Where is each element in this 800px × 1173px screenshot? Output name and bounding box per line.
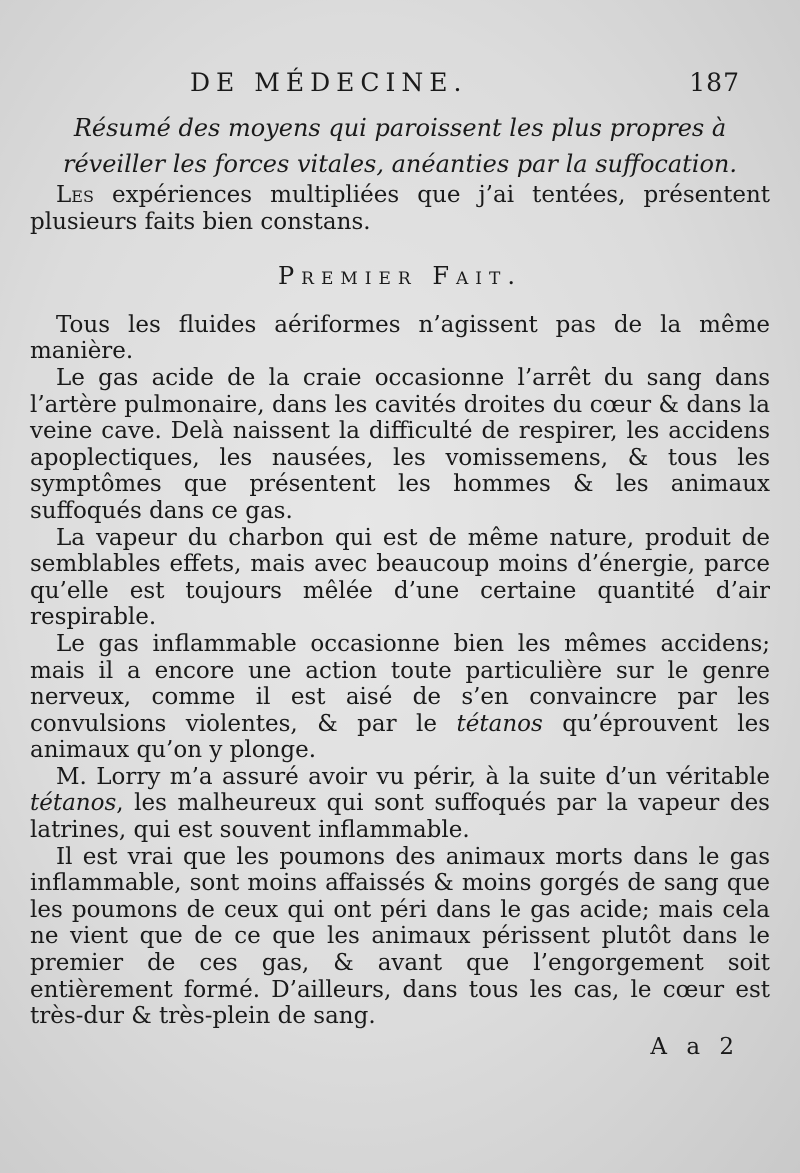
paragraph-3: La vapeur du charbon qui est de même nature, produit de semblables effets, mais avec beaucoup moins d’énergie, parce qu’elle est toujours mêlée d’une certaine quantité d’air respirable. — [30, 524, 770, 631]
paragraph-6: Il est vrai que les poumons des animaux morts dans le gas inflammable, sont moins affaissés & moins gorgés de sang que les poumons de ceux qui ont péri dans le gas acide; mais cela ne vient que de ce que les animaux périssent plutôt dans le premier de ces gas, & avant que l’engorgement soit entièrement formé. D’ailleurs, dans tous les cas, le cœur est très-dur & très-plein de sang. — [30, 843, 770, 1030]
intro-paragraph — [30, 182, 770, 235]
paragraph-2: Le gas acide de la craie occasionne l’arrêt du sang dans l’artère pulmonaire, dans les cavités droites du cœur & dans la veine cave. Delà naissent la difficulté de respirer, les accidens apoplectiques, les nausées, les vomissemens, & tous les symptômes que présentent les hommes & les animaux suffoqués dans ce gas. — [30, 364, 770, 524]
paragraph-1: Tous les fluides aériformes n’agissent pas de la même manière. — [30, 311, 770, 365]
paragraph-4-part-b: qu’éprouvent les animaux qu’on y plonge. — [30, 710, 771, 764]
paragraph-5 — [30, 764, 770, 844]
chapter-title: Résumé des moyens qui paroissent les plus propres à réveiller les forces vitales, anéanties par la suffocation. — [62, 114, 738, 178]
paragraph-5-italic: tétanos — [30, 790, 117, 817]
section-heading: Premier Fait. — [278, 262, 522, 291]
intro-lead: Les — [56, 182, 94, 208]
paragraph-5-part-a: M. Lorry m’a assuré avoir vu périr, à la suite d’un véritable — [56, 763, 770, 790]
running-head — [30, 60, 770, 96]
paragraph-4-italic: tétanos — [456, 710, 543, 737]
paragraph-5-part-b: , les malheureux qui sont suffoqués par la vapeur des latrines, qui est souvent inflammable. — [30, 790, 770, 844]
running-head-title: DE MÉDECINE. — [190, 68, 468, 97]
signature-mark: A a 2 — [650, 1033, 740, 1060]
page-number: 187 — [689, 68, 740, 97]
paragraph-4-part-a: Le gas inflammable occasionne bien les mêmes accidens; mais il a encore une action toute particulière sur le genre nerveux, comme il est aisé de s’en convaincre par les convulsions violentes, & par le — [30, 630, 770, 737]
body-text — [30, 182, 770, 1030]
paragraph-4 — [30, 631, 770, 764]
intro-rest: expériences multipliées que j’ai tentées, présentent plusieurs faits bien constans. — [30, 182, 770, 235]
